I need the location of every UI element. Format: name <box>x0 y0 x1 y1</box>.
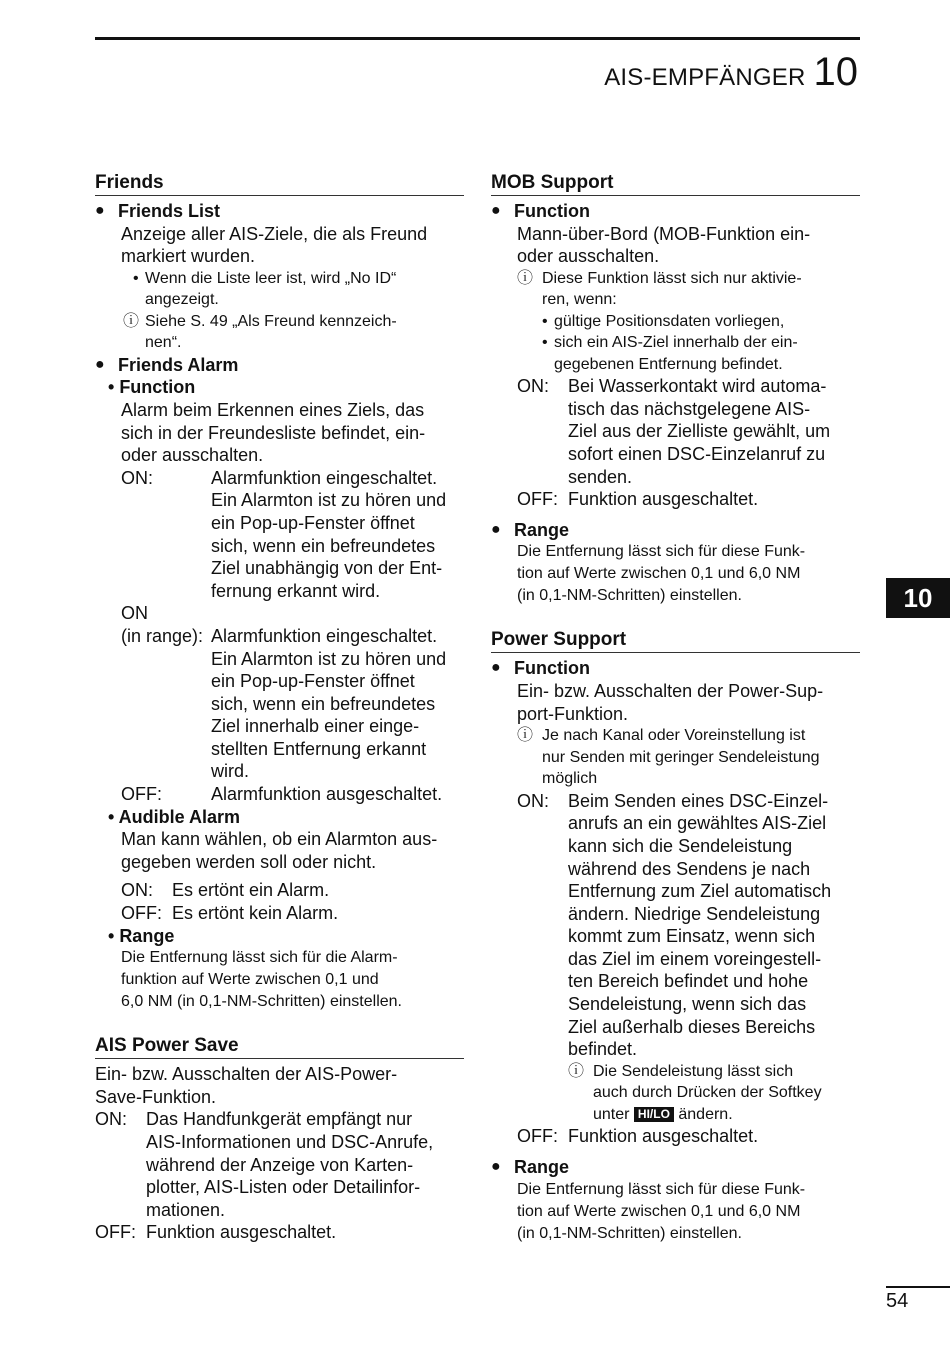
friends-alarm-on: ON: Alarmfunktion eingeschaltet. Ein Alarmton ist zu hören und ein Pop-up-Fenster öffnet sich, wenn ein befreundetes Ziel unabhängig von der Ent- fernung erkannt wird. <box>121 467 447 601</box>
friends-alarm-off: OFF: Alarmfunktion ausgeschaltet. <box>121 784 443 805</box>
page-number: 54 <box>886 1290 909 1312</box>
friends-alarm-function-text: Alarm beim Erkennen eines Ziels, das sich in der Freundesliste befindet, ein- oder ausschalten. <box>121 399 426 466</box>
bullet-icon: ● <box>491 1157 501 1175</box>
small-bullet-icon: • <box>542 334 548 352</box>
hi-lo-softkey-label: HI/LO <box>634 1107 674 1122</box>
chapter-side-tab: 10 <box>886 578 950 618</box>
power-support-range-text: Die Entfernung lässt sich für diese Funk- tion auf Werte zwischen 0,1 und 6,0 NM (in 0,1-NM-Schritten) einstellen. <box>517 1180 806 1242</box>
bullet-icon: ● <box>95 355 105 373</box>
bullet-icon: ● <box>95 202 105 219</box>
power-support-heading: Power Support <box>491 629 860 653</box>
friends-heading: Friends <box>95 172 464 196</box>
power-support-inner-note: ⓘ Die Sendeleistung lässt sich auch durch Drücken der Softkey unter HI/LO ändern. <box>568 1061 860 1126</box>
friends-list-title: ● Friends List <box>95 201 221 221</box>
info-icon: ⓘ <box>123 312 140 330</box>
power-support-function-text: Ein- bzw. Ausschalten der Power-Sup- port-Funktion. <box>517 681 824 724</box>
mob-function-text: Mann-über-Bord (MOB-Funktion ein- oder ausschalten. <box>517 223 811 267</box>
friends-range-title: • Range <box>108 925 175 946</box>
friends-alarm-on-range-key: ON <box>121 603 148 624</box>
info-icon: ⓘ <box>568 1062 585 1080</box>
mob-note: ⓘ Diese Funktion lässt sich nur aktivie- ren, wenn: <box>517 268 860 311</box>
ais-power-save-on: ON: Das Handfunkgerät empfängt nur AIS-Informationen und DSC-Anrufe, während der Anzeige von Karten- plotter, AIS-Listen oder Detailinfor- mationen. <box>95 1109 434 1220</box>
mob-range-title: ● Range <box>491 519 570 540</box>
bullet-icon: ● <box>491 659 501 677</box>
power-support-off: OFF: Funktion ausgeschaltet. <box>517 1126 759 1147</box>
chapter-title: AIS-EMPFÄNGER <box>604 64 806 91</box>
footer-rule <box>886 1286 950 1288</box>
mob-off: OFF: Funktion ausgeschaltet. <box>517 489 759 510</box>
info-icon: ⓘ <box>517 727 534 745</box>
power-support-note: ⓘ Je nach Kanal oder Voreinstellung ist nur Senden mit geringer Sendeleistung möglich <box>517 725 860 790</box>
small-bullet-icon: • <box>133 269 139 287</box>
bullet-icon: ● <box>491 520 501 538</box>
friends-alarm-function-title: • Function <box>108 377 196 398</box>
friends-range-text: Die Entfernung lässt sich für die Alarm- funktion auf Werte zwischen 0,1 und 6,0 NM (in 0,1-NM-Schritten) einstellen. <box>121 949 402 1011</box>
power-support-range-title: ● Range <box>491 1156 570 1177</box>
friends-list-bullet: • Wenn die Liste leer ist, wird „No ID“ angezeigt. <box>133 268 464 311</box>
mob-note-bullet: • sich ein AIS-Ziel innerhalb der ein- gegebenen Entfernung befindet. <box>542 332 860 375</box>
right-column <box>491 172 860 1245</box>
friends-alarm-on-range: (in range): Alarmfunktion eingeschaltet. Ein Alarmton ist zu hören und ein Pop-up-Fenster öffnet sich, wenn ein befreundetes Ziel innerhalb einer einge- stellten Entfernung erkannt wird. <box>121 625 447 782</box>
mob-range-text: Die Entfernung lässt sich für diese Funk- tion auf Werte zwischen 0,1 und 6,0 NM (in 0,1-NM-Schritten) einstellen. <box>517 543 806 605</box>
power-support-on: ON: Beim Senden eines DSC-Einzel- anrufs an ein gewähltes AIS-Ziel kann sich die Sendeleistung während des Sendens je nach Entfernung zum Ziel automatisch ändern. Niedrige Sendeleistung kommt zum Einsatz, wenn sich das Ziel im einem voreingestell- ten Bereich befindet und hohe Sendeleistung, wenn sich das Ziel außerhalb dieses Bereichs befindet. <box>517 790 832 1060</box>
chapter-number: 10 <box>813 50 858 94</box>
small-bullet-icon: • <box>542 312 548 330</box>
mob-support-heading: MOB Support <box>491 172 860 196</box>
mob-function-title: ● Function <box>491 201 590 221</box>
mob-note-bullet: • gültige Positionsdaten vorliegen, <box>542 311 860 333</box>
chapter-header <box>604 50 858 94</box>
mob-on: ON: Bei Wasserkontakt wird automa- tisch das nächstgelegene AIS- Ziel aus der Zielliste gewählt, um sofort einen DSC-Einzelanruf zu senden. <box>517 376 831 487</box>
ais-power-save-off: OFF: Funktion ausgeschaltet. <box>95 1222 337 1243</box>
friends-alarm-title: ● Friends Alarm <box>95 354 239 375</box>
audible-alarm-on: ON: Es ertönt ein Alarm. <box>121 880 330 901</box>
header-rule <box>95 37 860 40</box>
left-column <box>95 172 464 1244</box>
bullet-icon: ● <box>491 202 501 219</box>
info-icon: ⓘ <box>517 269 534 287</box>
ais-power-save-text: Ein- bzw. Ausschalten der AIS-Power- Save-Funktion. <box>95 1064 398 1107</box>
audible-alarm-off: OFF: Es ertönt kein Alarm. <box>121 903 339 924</box>
audible-alarm-title: • Audible Alarm <box>108 806 240 827</box>
ais-power-save-heading: AIS Power Save <box>95 1035 464 1059</box>
power-support-function-title: ● Function <box>491 658 590 679</box>
friends-list-note: ⓘ Siehe S. 49 „Als Freund kennzeich- nen“. <box>133 311 464 354</box>
friends-list-text: Anzeige aller AIS-Ziele, die als Freund markiert wurden. <box>121 223 428 267</box>
audible-alarm-text: Man kann wählen, ob ein Alarmton aus- gegeben werden soll oder nicht. <box>121 829 438 872</box>
